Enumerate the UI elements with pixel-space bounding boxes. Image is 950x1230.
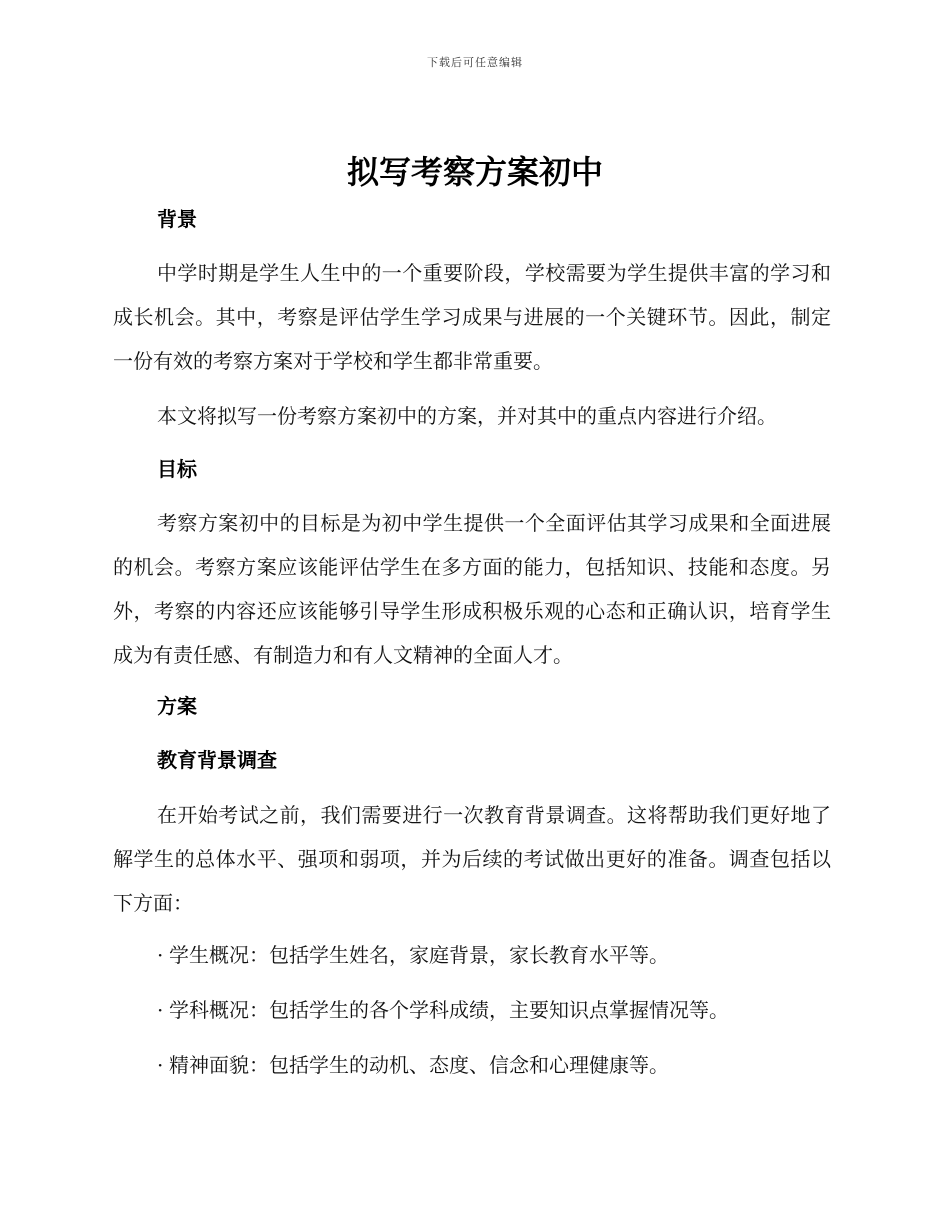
section-heading-background: 背景: [157, 207, 197, 231]
background-paragraph-1: 中学时期是学生人生中的一个重要阶段，学校需要为学生提供丰富的学习和成长机会。其中，考察是评估学生学习成果与进展的一个关键环节。因此，制定一份有效的考察方案对于学校和学生都非常重要。: [113, 261, 831, 373]
bullet-dot-icon: ·: [157, 943, 164, 967]
plan-body: [113, 793, 831, 925]
subsection-heading-education-survey: 教育背景调查: [157, 748, 277, 772]
list-item-text: 学生概况：包括学生姓名，家庭背景，家长教育水平等。: [169, 943, 669, 967]
plan-paragraph-1: 在开始考试之前，我们需要进行一次教育背景调查。这将帮助我们更好地了解学生的总体水平、强项和弱项，并为后续的考试做出更好的准备。调查包括以下方面：: [113, 803, 831, 915]
background-body: [113, 251, 831, 383]
list-item-text: 精神面貌：包括学生的动机、态度、信念和心理健康等。: [169, 1053, 669, 1077]
goal-paragraph-1: 考察方案初中的目标是为初中学生提供一个全面评估其学习成果和全面进展的机会。考察方案应该能评估学生在多方面的能力，包括知识、技能和态度。另外，考察的内容还应该能够引导学生形成积极乐观的心态和正确认识，培育学生成为有责任感、有制造力和有人文精神的全面人才。: [113, 511, 831, 667]
header-note: 下载后可任意编辑: [427, 56, 523, 69]
list-item: [157, 995, 729, 1025]
background-body-2: [113, 394, 831, 438]
section-heading-plan: 方案: [157, 694, 197, 718]
section-heading-goal: 目标: [157, 457, 197, 481]
goal-body: [113, 501, 831, 677]
background-paragraph-2: 本文将拟写一份考察方案初中的方案，并对其中的重点内容进行介绍。: [157, 404, 777, 428]
list-item: [157, 1050, 669, 1080]
bullet-dot-icon: ·: [157, 1053, 164, 1077]
list-item: [157, 940, 669, 970]
document-title: 拟写考察方案初中: [346, 153, 603, 191]
bullet-dot-icon: ·: [157, 998, 164, 1022]
list-item-text: 学科概况：包括学生的各个学科成绩，主要知识点掌握情况等。: [169, 998, 729, 1022]
